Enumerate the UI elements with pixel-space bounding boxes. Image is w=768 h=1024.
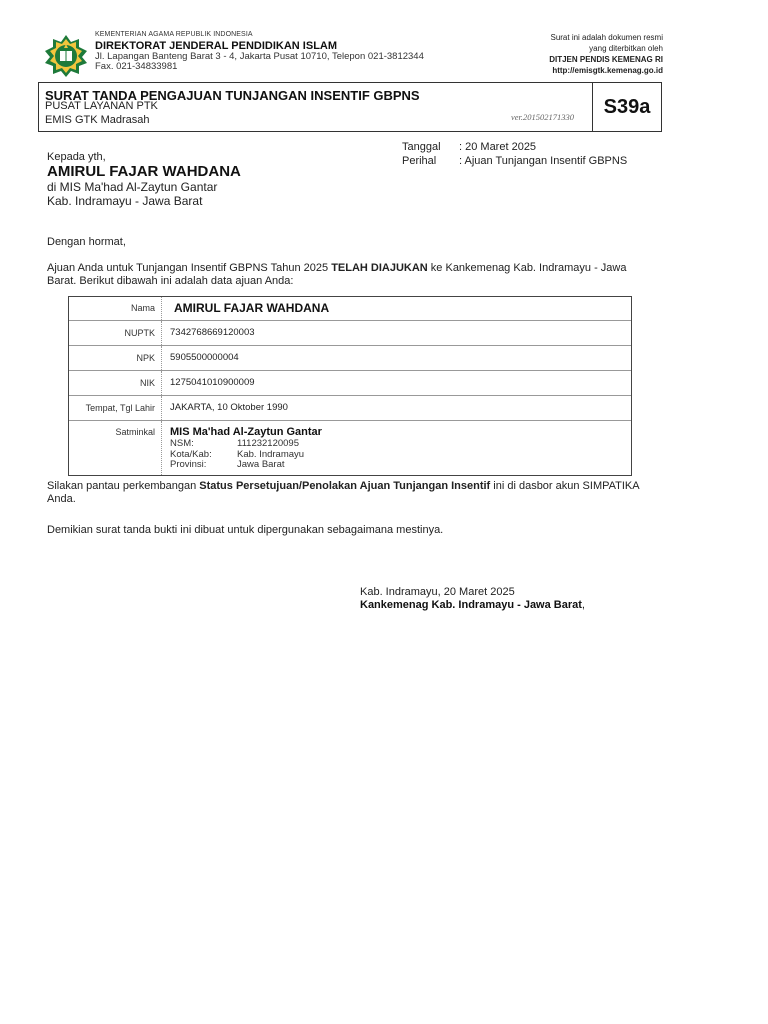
table-row [69,421,631,475]
notice-line-1: Surat ini adalah dokumen resmi [550,33,663,42]
document-subtitle-emis: EMIS GTK Madrasah [45,114,150,126]
intro-paragraph: Ajuan Anda untuk Tunjangan Insentif GBPNS Tahun 2025 TELAH DIAJUKAN ke Kankemenag Kab. Indramayu - Jawa Barat. Berikut dibawah ini adalah data ajuan Anda: [47,262,627,287]
birth-label: Tempat, Tgl Lahir [69,396,162,420]
notice-issuer: DITJEN PENDIS KEMENAG RI [549,55,663,64]
notice-line-2: yang diterbitkan oleh [589,44,663,53]
official-notice [549,32,663,76]
name-label: Nama [69,297,162,320]
nik-value: 1275041010900009 [170,377,255,388]
table-row [69,297,631,321]
nik-label: NIK [69,371,162,395]
closing-paragraph: Demikian surat tanda bukti ini dibuat untuk dipergunakan sebagaimana mestinya. [47,524,444,536]
provinsi-label: Provinsi: [170,459,207,470]
birth-value: JAKARTA, 10 Oktober 1990 [170,402,288,413]
kemenag-logo-icon [44,34,88,78]
institution-address [95,52,424,72]
table-row [69,371,631,396]
provinsi-value: Jawa Barat [237,459,285,470]
fax-line: Fax. 021-34833981 [95,61,178,72]
notice-url: http://emisgtk.kemenag.go.id [552,66,663,75]
document-subtitle-ptk: PUSAT LAYANAN PTK [45,100,158,112]
ministry-name: KEMENTERIAN AGAMA REPUBLIK INDONESIA [95,31,253,38]
kota-label: Kota/Kab: [170,448,212,460]
table-row [69,396,631,421]
directorate-name: DIREKTORAT JENDERAL PENDIDIKAN ISLAM [95,40,338,52]
signature-office: Kankemenag Kab. Indramayu - Jawa Barat, [360,599,585,611]
date-label: Tanggal [402,141,441,153]
address-line: Jl. Lapangan Banteng Barat 3 - 4, Jakarta Pusat 10710, Telepon 021-3812344 [95,51,424,62]
recipient-school: di MIS Ma'had Al-Zaytun Gantar [47,180,218,194]
document-code: S39a [603,95,651,118]
nuptk-value: 7342768669120003 [170,327,255,338]
school-name: MIS Ma'had Al-Zaytun Gantar [170,426,322,438]
recipient-name: AMIRUL FAJAR WAHDANA [47,163,241,180]
kota-value: Kab. Indramayu [237,448,305,460]
npk-value: 5905500000004 [170,352,239,363]
application-data-table [68,296,632,476]
table-row [69,321,631,346]
recipient-salutation: Kepada yth, [47,151,106,163]
school-details [170,439,322,471]
npk-label: NPK [69,346,162,370]
nsm-label: NSM: [170,438,194,449]
document-title: SURAT TANDA PENGAJUAN TUNJANGAN INSENTIF GBPNS [45,88,420,103]
monitor-paragraph: Silakan pantau perkembangan Status Persetujuan/Penolakan Ajuan Tunjangan Insentif ini di dasbor akun SIMPATIKA Anda. [47,480,639,505]
greeting: Dengan hormat, [47,236,126,248]
subject-value: : Ajuan Tunjangan Insentif GBPNS [459,155,628,167]
subject-label: Perihal [402,155,437,167]
signature-place-date: Kab. Indramayu, 20 Maret 2025 [360,586,515,598]
satminkal-value [162,421,322,475]
document-version: ver.201502171330 [511,112,575,122]
nsm-value: 111232120095 [237,438,299,449]
name-value: AMIRUL FAJAR WAHDANA [174,301,330,315]
table-row [69,346,631,371]
date-value: : 20 Maret 2025 [459,141,537,153]
recipient-region: Kab. Indramayu - Jawa Barat [47,194,203,208]
satminkal-label: Satminkal [69,421,162,475]
nuptk-label: NUPTK [69,321,162,345]
